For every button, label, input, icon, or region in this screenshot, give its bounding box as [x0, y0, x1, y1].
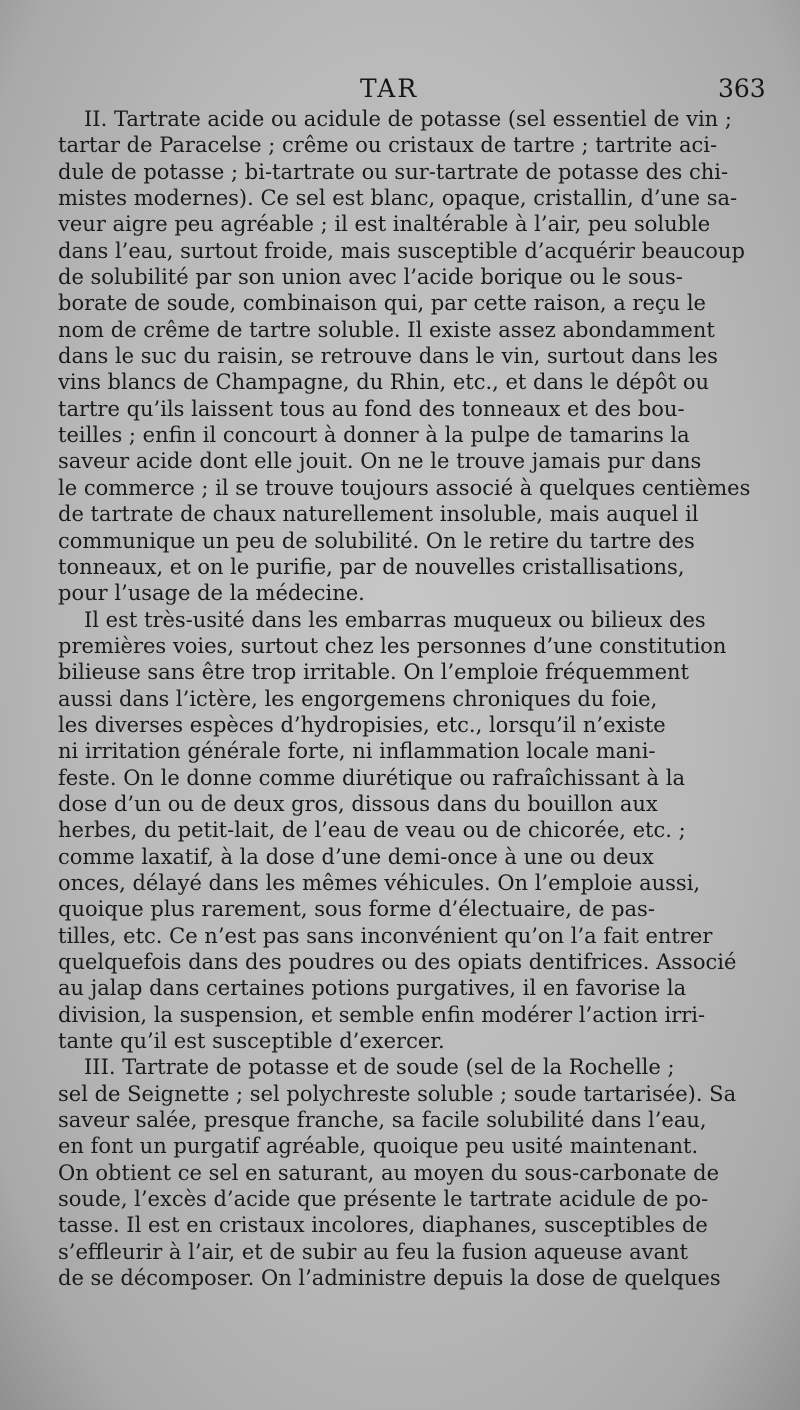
text-line: saveur acide dont elle jouit. On ne le trouve jamais pur dans [58, 449, 702, 474]
text-line: tasse. Il est en cristaux incolores, diaphanes, susceptibles de [58, 1213, 708, 1238]
text-line: division, la suspension, et semble enfin modérer l’action irri- [58, 1002, 706, 1027]
text-line: ni irritation générale forte, ni inflammation locale mani- [58, 739, 656, 764]
text-line: bilieuse sans être trop irritable. On l’emploie fréquemment [58, 660, 689, 685]
text-line: de se décomposer. On l’administre depuis la dose de quelques [58, 1266, 721, 1291]
text-line: s’effleurir à l’air, et de subir au feu la fusion aqueuse avant [58, 1239, 688, 1264]
text-line: teilles ; enfin il concourt à donner à la pulpe de tamarins la [58, 423, 690, 448]
text-line: onces, délayé dans les mêmes véhicules. On l’emploie aussi, [58, 870, 701, 895]
text-line: sel de Seignette ; sel polychreste soluble ; soude tartarisée). Sa [58, 1081, 737, 1106]
text-line: dans le suc du raisin, se retrouve dans le vin, surtout dans les [58, 344, 718, 369]
text-line: comme laxatif, à la dose d’une demi-once à une ou deux [58, 844, 654, 869]
text-line: tonneaux, et on le purifie, par de nouvelles cristallisations, [58, 554, 685, 579]
page-header [0, 74, 800, 108]
text-line: Il est très-usité dans les embarras muqueux ou bilieux des [84, 607, 706, 632]
text-line: mistes modernes). Ce sel est blanc, opaque, cristallin, d’une sa- [58, 186, 738, 211]
text-line: saveur salée, presque franche, sa facile solubilité dans l’eau, [58, 1108, 707, 1133]
text-line: dans l’eau, surtout froide, mais susceptible d’acquérir beaucoup [58, 238, 745, 263]
text-line: de tartrate de chaux naturellement insoluble, mais auquel il [58, 502, 699, 527]
text-line: quelquefois dans des poudres ou des opiats dentifrices. Associé [58, 950, 737, 974]
text-line: tante qu’il est susceptible d’exercer. [58, 1029, 445, 1054]
text-line: tartar de Paracelse ; crême ou cristaux de tartre ; tartrite aci- [58, 133, 718, 158]
text-line: III. Tartrate de potasse et de soude (sel de la Rochelle ; [84, 1055, 675, 1080]
text-line: dule de potasse ; bi-tartrate ou sur-tartrate de potasse des chi- [58, 159, 729, 184]
text-line: quoique plus rarement, sous forme d’électuaire, de pas- [58, 897, 655, 922]
text-line: veur aigre peu agréable ; il est inaltérable à l’air, peu soluble [58, 212, 711, 237]
text-line: tilles, etc. Ce n’est pas sans inconvénient qu’on l’a fait entrer [58, 923, 713, 948]
text-line: communique un peu de solubilité. On le retire du tartre des [58, 528, 695, 553]
text-line: herbes, du petit-lait, de l’eau de veau ou de chicorée, etc. ; [58, 818, 686, 843]
text-line: II. Tartrate acide ou acidule de potasse (sel essentiel de vin ; [84, 107, 732, 131]
text-line: les diverses espèces d’hydropisies, etc., lorsqu’il n’existe [58, 712, 666, 737]
running-head: TAR [360, 74, 419, 103]
page-body [58, 106, 784, 1291]
text-line: de solubilité par son union avec l’acide borique ou le sous- [58, 265, 683, 290]
text-line: le commerce ; il se trouve toujours associé à quelques centièmes [58, 475, 751, 500]
text-line: On obtient ce sel en saturant, au moyen du sous-carbonate de [58, 1160, 720, 1185]
text-line: nom de crême de tartre soluble. Il existe assez abondamment [58, 317, 715, 342]
text-line: pour l’usage de la médecine. [58, 581, 365, 606]
text-line: dose d’un ou de deux gros, dissous dans du bouillon aux [58, 791, 658, 816]
page-number: 363 [718, 74, 766, 103]
text-line: aussi dans l’ictère, les engorgemens chroniques du foie, [58, 686, 658, 711]
text-line: tartre qu’ils laissent tous au fond des tonneaux et des bou- [58, 396, 685, 421]
text-line: en font un purgatif agréable, quoique peu usité maintenant. [58, 1134, 699, 1159]
text-line: feste. On le donne comme diurétique ou rafraîchissant à la [58, 765, 685, 790]
text-line: premières voies, surtout chez les personnes d’une constitution [58, 633, 727, 658]
text-line: soude, l’excès d’acide que présente le tartrate acidule de po- [58, 1187, 709, 1212]
text-line: au jalap dans certaines potions purgatives, il en favorise la [58, 976, 687, 1001]
text-line: borate de soude, combinaison qui, par cette raison, a reçu le [58, 291, 706, 316]
text-line: vins blancs de Champagne, du Rhin, etc., et dans le dépôt ou [58, 370, 710, 395]
